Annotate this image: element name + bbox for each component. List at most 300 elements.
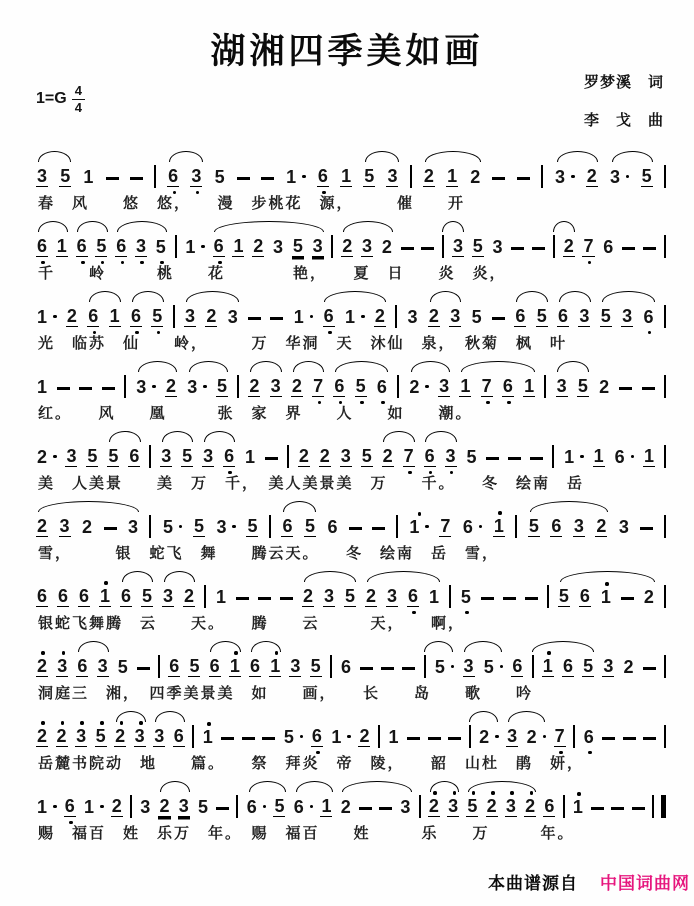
note: [281, 517, 293, 543]
octave-dot-below: [360, 401, 364, 405]
note: [387, 728, 399, 753]
note: [244, 448, 256, 473]
dot-after: [347, 735, 351, 739]
slur-arc: [155, 711, 185, 722]
note-number: 5: [60, 166, 71, 186]
note: [493, 517, 505, 543]
note-number: 2: [486, 796, 497, 816]
barline: [547, 585, 549, 608]
barline: [149, 515, 151, 538]
slur-arc: [204, 431, 235, 442]
dot-after: [179, 525, 183, 529]
lyrics-line: 美 人美景 美 万 千， 美人美景美 万 千。 冬 绘南 岳: [38, 475, 585, 492]
note-number: 3: [76, 726, 87, 746]
octave-dot-above: [207, 722, 211, 726]
note-number: 6: [327, 517, 338, 537]
note-number: 6: [614, 447, 625, 467]
note-number: 6: [116, 236, 127, 256]
slur-arc: [109, 431, 140, 442]
note-number: 3: [187, 377, 198, 397]
note-number: 3: [400, 797, 411, 817]
note: [550, 517, 562, 543]
note-number: 5: [95, 726, 106, 746]
note: [600, 307, 612, 333]
octave-dot-below: [381, 401, 385, 405]
dot-after: [310, 805, 314, 809]
note-number: 2: [111, 796, 122, 816]
note-number: 1: [460, 376, 471, 396]
note-number: 5: [600, 306, 611, 326]
note: [153, 727, 165, 753]
note: [340, 167, 352, 193]
note-number: 6: [88, 306, 99, 326]
note-number: 2: [66, 306, 77, 326]
note-number: 1: [600, 587, 611, 607]
note: [361, 447, 373, 473]
slur-arc: [559, 291, 591, 302]
dash-note: [106, 177, 119, 180]
score-body: [36, 150, 666, 850]
note-number: 2: [359, 726, 370, 746]
note-number: 3: [609, 167, 620, 187]
notes-line: [36, 220, 666, 263]
dot-after: [495, 735, 499, 739]
time-signature-denominator: 4: [74, 99, 82, 115]
note-number: 5: [96, 236, 107, 256]
note: [229, 657, 241, 683]
notes-line: [36, 780, 666, 823]
dash-note: [372, 527, 385, 530]
footer: [488, 869, 694, 894]
barline: [442, 235, 444, 258]
note-number: 3: [178, 796, 189, 816]
note-number: 2: [291, 376, 302, 396]
note: [165, 377, 177, 403]
slur-arc: [602, 291, 655, 302]
note-number: 3: [450, 306, 461, 326]
note: [614, 448, 635, 473]
note: [543, 797, 555, 823]
note: [304, 517, 316, 543]
note: [524, 797, 536, 823]
slur-arc: [122, 571, 153, 582]
note-number: 6: [168, 166, 179, 186]
note: [298, 447, 310, 473]
note-number: 2: [526, 727, 537, 747]
note: [269, 657, 281, 683]
note-number: 6: [169, 656, 180, 676]
note: [223, 447, 235, 473]
note-number: 2: [428, 796, 439, 816]
note-number: 5: [142, 586, 153, 606]
note: [202, 728, 214, 753]
note-number: 3: [59, 516, 70, 536]
note: [78, 587, 90, 613]
slur-arc: [560, 571, 655, 582]
note-number: 3: [340, 446, 351, 466]
note-number: 5: [355, 376, 366, 396]
note-number: 3: [140, 797, 151, 817]
note-number: 7: [403, 446, 414, 466]
note-number: 2: [37, 447, 48, 467]
dash-note: [525, 597, 538, 600]
note: [578, 307, 590, 333]
dash-note: [237, 177, 250, 180]
note: [447, 797, 459, 823]
note-number: 2: [599, 377, 610, 397]
slur-arc: [469, 711, 498, 722]
note: [76, 657, 88, 683]
note: [319, 447, 331, 473]
dash-note: [262, 737, 275, 740]
lyrics-line: 春 风 悠 悠， 漫 步桃花 源， 催 开: [38, 195, 466, 212]
barline: [331, 235, 333, 258]
note: [36, 657, 48, 683]
note: [66, 307, 78, 333]
note: [481, 377, 493, 403]
barline: [664, 515, 666, 538]
octave-dot-above: [41, 651, 45, 655]
octave-dot-above: [605, 582, 609, 586]
music-system: [36, 640, 666, 705]
note: [446, 167, 458, 193]
note-number: 3: [573, 516, 584, 536]
note: [97, 657, 109, 683]
note: [107, 447, 119, 473]
barline: [664, 585, 666, 608]
note-number: 6: [323, 306, 334, 326]
note-number: 1: [185, 237, 196, 257]
dot-after: [302, 175, 306, 179]
octave-dot-below: [160, 261, 164, 265]
dot-after: [203, 385, 207, 389]
dot-after: [53, 315, 57, 319]
dot-after: [425, 385, 429, 389]
note-number: 1: [293, 307, 304, 327]
note-number: 6: [512, 656, 523, 676]
dash-note: [591, 807, 604, 810]
note: [399, 798, 411, 823]
slur-arc: [508, 711, 545, 722]
dash-note: [532, 247, 545, 250]
dash-note: [261, 177, 274, 180]
note-number: 3: [505, 796, 516, 816]
note-number: 3: [185, 306, 196, 326]
note: [483, 658, 504, 683]
note: [289, 657, 301, 683]
credits: [584, 64, 664, 140]
note: [562, 657, 574, 683]
note-number: 3: [136, 377, 147, 397]
slur-arc: [210, 641, 241, 652]
note: [586, 167, 598, 193]
barline: [469, 725, 471, 748]
note: [36, 587, 48, 613]
dot-after: [626, 175, 630, 179]
dash-note: [611, 807, 624, 810]
dash-note: [481, 597, 494, 600]
note: [227, 308, 239, 333]
note-number: 3: [161, 446, 172, 466]
note: [386, 587, 398, 613]
note: [82, 168, 94, 193]
octave-dot-below: [228, 471, 232, 475]
note: [283, 728, 304, 753]
note-number: 1: [286, 167, 297, 187]
slur-arc: [250, 361, 282, 372]
note: [270, 377, 282, 403]
dash-note: [280, 597, 293, 600]
octave-dot-below: [316, 751, 320, 755]
dash-note: [622, 247, 635, 250]
note-number: 1: [564, 447, 575, 467]
note-number: 5: [189, 656, 200, 676]
note: [462, 518, 483, 543]
note-number: 3: [362, 236, 373, 256]
music-system: [36, 500, 666, 565]
note-number: 3: [57, 656, 68, 676]
note-number: 5: [364, 166, 375, 186]
note-number: 5: [292, 236, 303, 256]
music-system: [36, 220, 666, 285]
note: [407, 308, 419, 333]
note-number: 2: [115, 726, 126, 746]
notes-line: [36, 290, 666, 333]
footer-site-link[interactable]: 中国词曲网: [600, 874, 690, 893]
note: [492, 238, 504, 263]
barline: [396, 515, 398, 538]
slur-arc: [186, 291, 239, 302]
note: [232, 237, 244, 263]
dot-after: [201, 245, 205, 249]
note-number: 2: [381, 237, 392, 257]
slur-arc: [283, 501, 316, 512]
note-number: 5: [283, 727, 294, 747]
note-number: 5: [193, 516, 204, 536]
barline: [664, 235, 666, 258]
octave-dot-below: [173, 191, 177, 195]
note-number: 6: [424, 446, 435, 466]
barline: [330, 655, 332, 678]
note-number: 3: [135, 236, 146, 256]
slur-arc: [365, 151, 399, 162]
note: [434, 658, 455, 683]
octave-dot-below: [69, 821, 73, 825]
dash-note: [102, 387, 115, 390]
music-system: [36, 360, 666, 425]
note: [572, 798, 584, 823]
note: [135, 237, 147, 263]
barline: [449, 585, 451, 608]
slur-arc: [324, 291, 386, 302]
note: [95, 727, 107, 753]
note-number: 6: [76, 236, 87, 256]
note-number: 6: [311, 726, 322, 746]
note: [188, 657, 200, 683]
note-number: 7: [583, 236, 594, 256]
note-number: 5: [214, 167, 225, 187]
barline: [541, 165, 543, 188]
dot-after: [571, 175, 575, 179]
note: [117, 658, 129, 683]
note-number: 3: [97, 656, 108, 676]
note: [363, 167, 375, 193]
dash-note: [407, 737, 420, 740]
note-number: 2: [37, 656, 48, 676]
dash-note: [242, 737, 255, 740]
note: [56, 237, 68, 263]
dot-after: [232, 525, 236, 529]
barline: [236, 795, 238, 818]
note-number: 5: [583, 656, 594, 676]
barline: [269, 515, 271, 538]
note-number: 2: [37, 726, 48, 746]
barline: [664, 725, 666, 748]
lyrics-line: 洞庭三 湘， 四季美景美 如 画， 长 岛 歌 吟: [38, 685, 534, 702]
note: [344, 308, 365, 333]
dash-note: [137, 667, 150, 670]
note-number: 6: [173, 726, 184, 746]
note: [64, 797, 76, 823]
slur-arc: [516, 291, 548, 302]
slur-arc: [430, 291, 462, 302]
note: [302, 587, 314, 613]
note-number: 7: [554, 726, 565, 746]
dash-note: [602, 737, 615, 740]
slur-arc: [424, 641, 453, 652]
octave-dot-above: [498, 511, 502, 515]
note-number: 5: [434, 657, 445, 677]
slur-arc: [138, 361, 177, 372]
slur-arc: [164, 571, 195, 582]
note: [505, 797, 517, 823]
note-number: 2: [525, 796, 536, 816]
dot-after: [263, 805, 267, 809]
notes-line: [36, 500, 666, 543]
dot-after: [479, 525, 483, 529]
note: [323, 307, 335, 333]
note: [141, 587, 153, 613]
dash-note: [643, 737, 656, 740]
note-number: 5: [247, 516, 258, 536]
note: [472, 237, 484, 263]
note: [76, 237, 88, 263]
dash-note: [448, 737, 461, 740]
note-number: 1: [109, 306, 120, 326]
note-number: 1: [428, 587, 439, 607]
note-number: 5: [155, 237, 166, 257]
note-number: 5: [182, 446, 193, 466]
dash-note: [492, 177, 505, 180]
note-number: 6: [224, 446, 235, 466]
note-number: 6: [562, 656, 573, 676]
note-number: 1: [202, 727, 213, 747]
note: [460, 588, 472, 613]
note-number: 5: [87, 446, 98, 466]
slur-arc: [132, 291, 164, 302]
note: [151, 307, 163, 333]
key-text: 1=G: [36, 90, 67, 108]
note: [59, 167, 71, 193]
note: [374, 307, 386, 333]
note-number: 2: [298, 446, 309, 466]
note-number: 6: [558, 306, 569, 326]
dash-note: [623, 737, 636, 740]
dash-note: [248, 317, 261, 320]
note-number: 5: [152, 306, 163, 326]
note-number: 1: [644, 446, 655, 466]
notes-line: [36, 150, 666, 193]
note: [158, 797, 170, 823]
note-number: 5: [472, 236, 483, 256]
note-number: 1: [100, 586, 111, 606]
note-number: 6: [64, 796, 75, 816]
octave-dot-above: [41, 721, 45, 725]
note-number: 3: [312, 236, 323, 256]
slur-arc: [189, 361, 228, 372]
note: [86, 447, 98, 473]
note: [556, 377, 568, 403]
note: [573, 517, 585, 543]
dot-after: [300, 735, 304, 739]
note-number: 6: [58, 586, 69, 606]
note-number: 5: [471, 307, 482, 327]
note: [563, 448, 584, 473]
dash-note: [517, 177, 530, 180]
note-number: 6: [376, 377, 387, 397]
note-number: 3: [203, 446, 214, 466]
note: [36, 308, 57, 333]
note-number: 3: [163, 586, 174, 606]
note-number: 5: [274, 796, 285, 816]
note-number: 1: [245, 447, 256, 467]
slur-arc: [77, 221, 107, 232]
note: [36, 727, 48, 753]
note: [75, 727, 87, 753]
slur-arc: [342, 781, 412, 792]
note-number: 6: [77, 656, 88, 676]
note-number: 3: [445, 446, 456, 466]
note: [252, 237, 264, 263]
octave-dot-above: [104, 581, 108, 585]
barline: [175, 235, 177, 258]
note: [87, 307, 99, 333]
dash-note: [236, 597, 249, 600]
note: [526, 728, 547, 753]
time-signature: [72, 84, 85, 114]
note-number: 1: [341, 166, 352, 186]
note: [423, 167, 435, 193]
note-number: 1: [524, 376, 535, 396]
note-number: 1: [493, 516, 504, 536]
note-number: 3: [579, 306, 590, 326]
note-number: 6: [603, 237, 614, 257]
note: [209, 657, 221, 683]
note: [36, 798, 57, 823]
note-number: 6: [282, 516, 293, 536]
note: [81, 518, 93, 543]
slur-arc: [169, 151, 203, 162]
note: [249, 657, 261, 683]
slur-arc: [162, 431, 193, 442]
note-number: 7: [313, 376, 324, 396]
note: [445, 447, 457, 473]
slur-arc: [442, 221, 464, 232]
note: [248, 377, 260, 403]
music-system: [36, 570, 666, 635]
note-number: 2: [340, 797, 351, 817]
note: [598, 378, 610, 403]
